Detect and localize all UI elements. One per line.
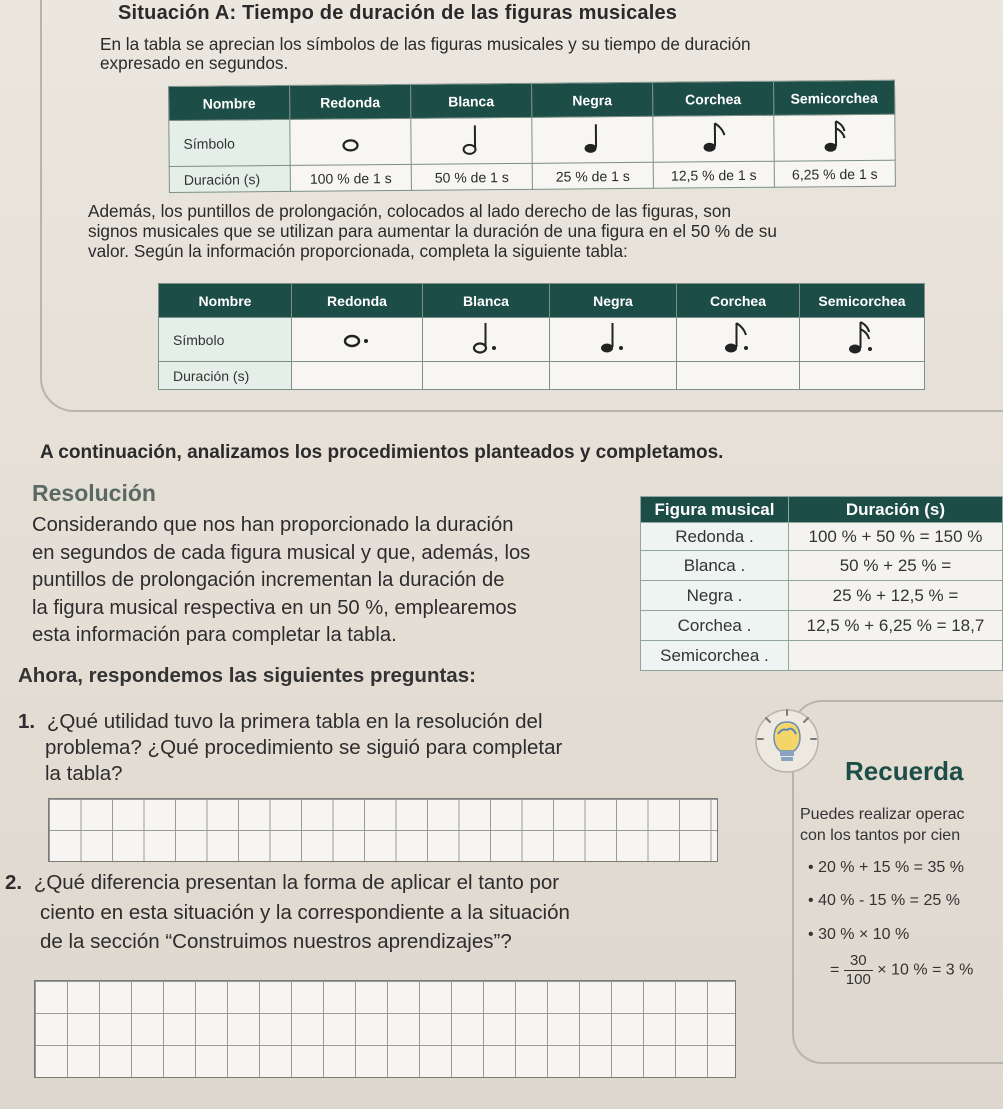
fraction-denominator: 100 xyxy=(845,971,871,988)
recuerda-line-2: con los tantos por cien xyxy=(800,827,961,844)
table1-duration-redonda: 100 % de 1 s xyxy=(290,164,411,191)
ademas-line-3: valor. Según la información proporcionada, completa la siguiente tabla: xyxy=(88,241,628,261)
recuerda-item-1-text: 20 % + 15 % = 35 % xyxy=(818,859,964,876)
table2-header-corchea: Corchea xyxy=(677,284,800,318)
table2-symbol-redonda xyxy=(292,318,423,362)
dotted-durations-table xyxy=(158,283,925,390)
table2-duration-redonda[interactable] xyxy=(292,362,423,390)
fraction-suffix: × 10 % = 3 % xyxy=(877,961,974,979)
resolucion-line-1: Considerando que nos han proporcionado la duración xyxy=(32,514,514,536)
table1-symbol-negra xyxy=(532,116,653,163)
half-note-icon xyxy=(456,122,486,156)
table2-header-semicorchea: Semicorchea xyxy=(800,284,925,318)
resolucion-paragraph xyxy=(32,512,617,650)
table2-symbol-blanca xyxy=(423,318,550,362)
question-1-number: 1. xyxy=(18,710,36,733)
table1-symbol-corchea xyxy=(653,115,774,162)
bullet-icon: • xyxy=(808,926,814,943)
res-row-value[interactable]: 12,5 % + 6,25 % = 18,7 xyxy=(788,611,1002,641)
fraction-equals: = xyxy=(830,961,840,979)
dotted-sixteenth-note-icon xyxy=(842,319,882,357)
eighth-note-icon xyxy=(696,120,730,154)
continuacion-text: A continuación, analizamos los procedimientos planteados y completamos. xyxy=(40,442,724,463)
table1-symbol-redonda xyxy=(290,118,411,165)
dotted-half-note-icon xyxy=(466,320,506,356)
table2-duration-negra[interactable] xyxy=(550,362,677,390)
lightbulb-icon xyxy=(752,706,822,780)
bullet-icon: • xyxy=(808,859,814,876)
whole-note-icon xyxy=(335,125,365,155)
durations-table xyxy=(168,80,896,193)
resolucion-line-3: puntillos de prolongación incrementan la duración de xyxy=(32,569,505,592)
table1-header-negra: Negra xyxy=(531,82,652,117)
question-2-line-2: ciento en esta situación y la correspondiente a la situación xyxy=(40,901,570,924)
table1-duration-corchea: 12,5 % de 1 s xyxy=(653,161,774,188)
table1-duration-semicorchea: 6,25 % de 1 s xyxy=(774,160,895,187)
ademas-line-1: Además, los puntillos de prolongación, colocados al lado derecho de las figuras, son xyxy=(88,201,732,221)
table1-duration-negra: 25 % de 1 s xyxy=(532,162,653,189)
question-1 xyxy=(18,709,543,735)
res-table-header-duracion: Duración (s) xyxy=(788,497,1002,523)
question-2-number: 2. xyxy=(5,871,23,894)
answer-grid-1[interactable] xyxy=(48,798,718,862)
recuerda-item-2-text: 40 % - 15 % = 25 % xyxy=(818,892,960,909)
table2-duration-blanca[interactable] xyxy=(423,362,550,390)
situacion-title: Situación A: Tiempo de duración de las figuras musicales xyxy=(118,2,678,24)
answer-grid-2[interactable] xyxy=(34,980,736,1078)
recuerda-item-1 xyxy=(808,859,964,877)
res-row-value[interactable] xyxy=(788,641,1002,671)
intro-line-2: expresado en segundos. xyxy=(100,53,289,73)
table2-symbol-corchea xyxy=(677,318,800,362)
table1-symbol-semicorchea xyxy=(774,114,895,161)
resolucion-line-2: en segundos de cada figura musical y que, además, los xyxy=(32,541,531,564)
res-row-name: Negra . xyxy=(641,581,789,611)
table2-duration-semicorchea[interactable] xyxy=(800,362,925,390)
res-row-name: Blanca . xyxy=(641,551,789,581)
res-table-header-figura: Figura musical xyxy=(641,497,789,523)
dotted-whole-note-icon xyxy=(337,323,377,353)
fraction xyxy=(844,952,873,989)
question-1-line-1: ¿Qué utilidad tuvo la primera tabla en la resolución del xyxy=(46,710,543,733)
recuerda-item-3 xyxy=(808,926,909,944)
bullet-icon: • xyxy=(808,892,814,909)
table2-header-redonda: Redonda xyxy=(292,284,423,318)
question-1-line-2: problema? ¿Qué procedimiento se siguió para completar xyxy=(45,736,563,759)
table2-header-nombre: Nombre xyxy=(159,284,292,318)
resolution-table xyxy=(640,496,1003,671)
table2-symbol-semicorchea xyxy=(800,318,925,362)
recuerda-line-1: Puedes realizar operac xyxy=(800,806,965,823)
question-2-line-1: ¿Qué diferencia presentan la forma de aplicar el tanto por xyxy=(33,871,560,894)
table1-header-nombre: Nombre xyxy=(169,85,290,120)
table2-duracion-label: Duración (s) xyxy=(159,362,292,390)
ademas-line-2: signos musicales que se utilizan para aumentar la duración de una figura en el 50 % de su xyxy=(88,221,777,241)
res-row-name: Corchea . xyxy=(641,611,789,641)
question-1-line-3: la tabla? xyxy=(45,762,123,785)
res-row-name: Semicorchea . xyxy=(641,641,789,671)
res-row-value[interactable]: 100 % + 50 % = 150 % xyxy=(788,523,1002,551)
table1-header-corchea: Corchea xyxy=(652,81,773,116)
resolucion-heading: Resolución xyxy=(32,480,156,506)
recuerda-title: Recuerda xyxy=(845,756,964,786)
question-2 xyxy=(5,870,559,896)
ahora-heading: Ahora, respondemos las siguientes preguntas: xyxy=(18,664,476,687)
dotted-eighth-note-icon xyxy=(718,320,758,356)
table1-header-semicorchea: Semicorchea xyxy=(773,80,894,115)
res-row-value[interactable]: 25 % + 12,5 % = xyxy=(788,581,1002,611)
res-row-name: Redonda . xyxy=(641,523,789,551)
question-2-line-3: de la sección “Construimos nuestros aprendizajes”? xyxy=(40,930,512,953)
table2-header-blanca: Blanca xyxy=(423,284,550,318)
table1-header-blanca: Blanca xyxy=(410,83,531,118)
table2-header-negra: Negra xyxy=(550,284,677,318)
dotted-quarter-note-icon xyxy=(593,320,633,356)
res-row-value[interactable]: 50 % + 25 % = xyxy=(788,551,1002,581)
table1-symbol-blanca xyxy=(411,117,532,164)
table2-duration-corchea[interactable] xyxy=(677,362,800,390)
quarter-note-icon xyxy=(577,121,607,155)
table1-duration-blanca: 50 % de 1 s xyxy=(411,163,532,190)
table1-header-redonda: Redonda xyxy=(289,84,410,119)
fraction-numerator: 30 xyxy=(844,952,873,971)
resolucion-line-4: la figura musical respectiva en un 50 %, emplearemos xyxy=(32,596,517,619)
recuerda-item-2 xyxy=(808,892,960,910)
recuerda-box xyxy=(792,700,1003,1064)
recuerda-fraction-line xyxy=(830,952,973,989)
table1-simbolo-label: Símbolo xyxy=(169,119,290,166)
resolucion-line-5: esta información para completar la tabla. xyxy=(32,624,397,647)
table1-duracion-label: Duración (s) xyxy=(169,165,290,192)
intro-line-1: En la tabla se aprecian los símbolos de las figuras musicales y su tiempo de duración xyxy=(100,34,751,54)
sixteenth-note-icon xyxy=(817,118,851,154)
recuerda-item-3-text: 30 % × 10 % xyxy=(818,926,910,943)
table2-simbolo-label: Símbolo xyxy=(159,318,292,362)
table2-symbol-negra xyxy=(550,318,677,362)
